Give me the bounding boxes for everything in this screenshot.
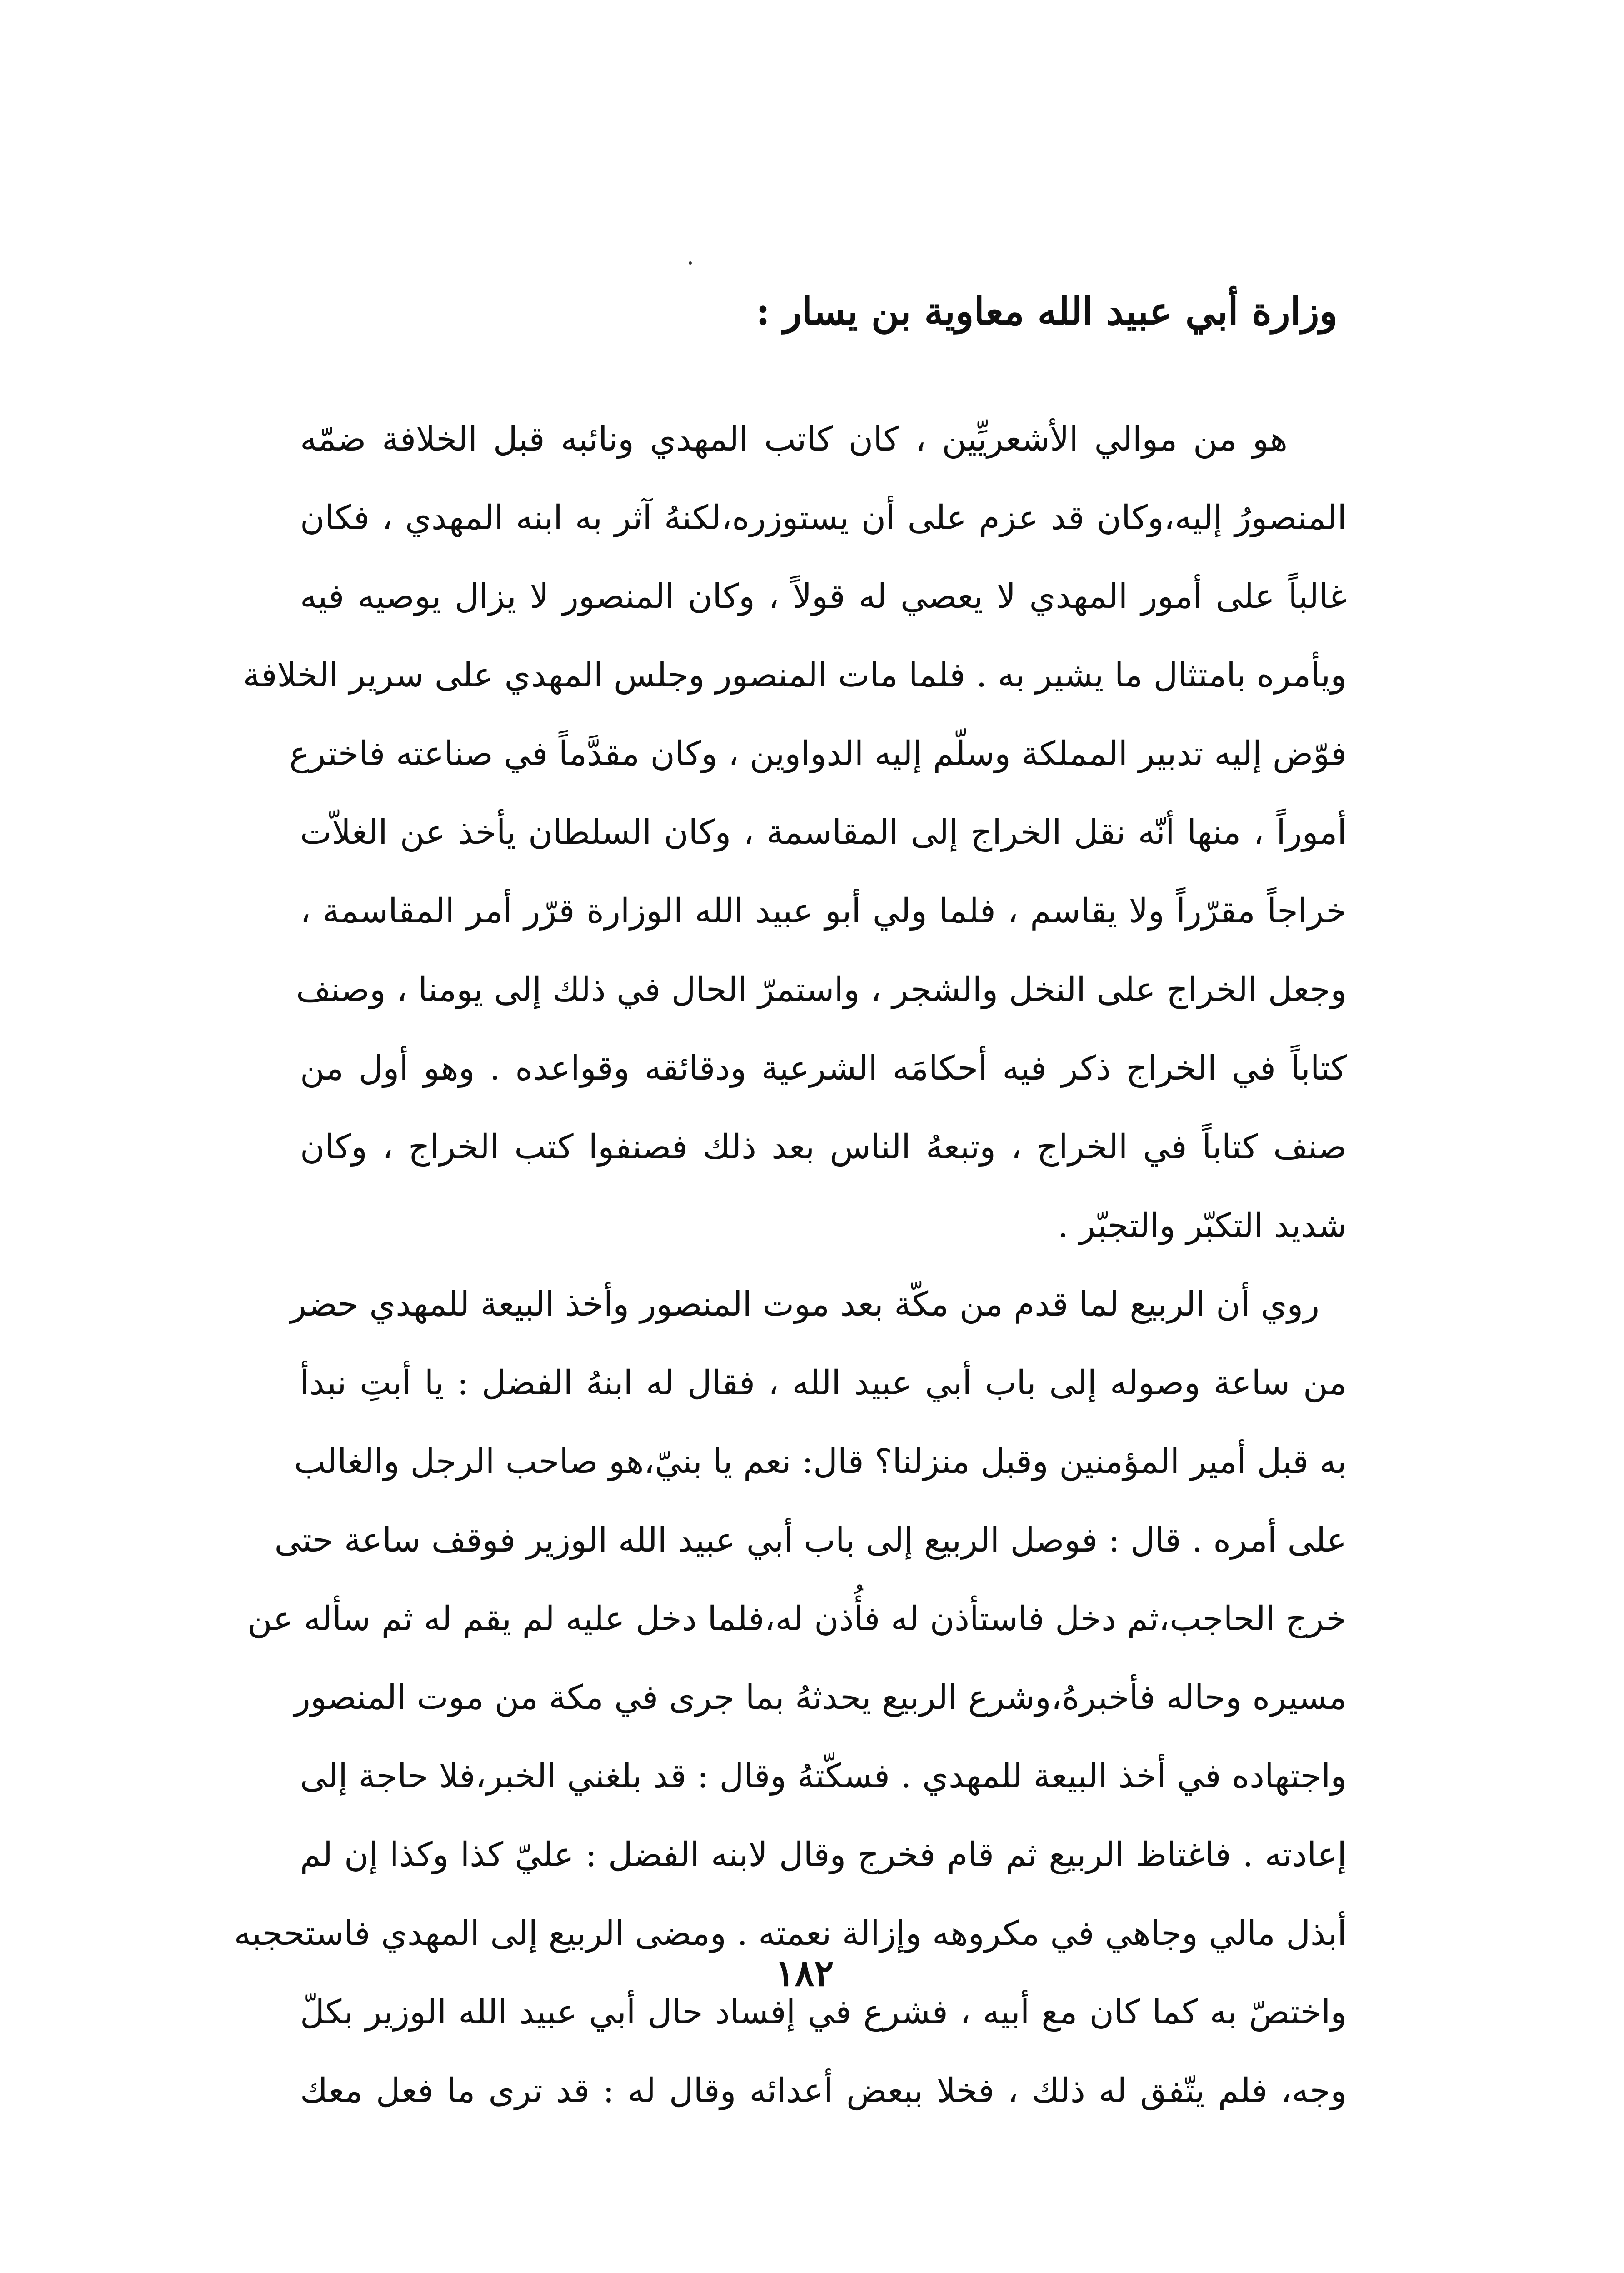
text-line: المنصورُ إليه،وكان قد عزم على أن يستوزره،لكنهُ آثر به ابنه المهدي ، فكان [300,498,1347,537]
scan-speck [689,261,692,265]
text-line: شديد التكبّر والتجبّر . [1058,1206,1347,1245]
text-line: من ساعة وصوله إلى باب أبي عبيد الله ، فقال له ابنهُ الفضل : يا أبتِ نبدأ [300,1363,1347,1402]
text-line: خرج الحاجب،ثم دخل فاستأذن له فأُذن له،فلما دخل عليه لم يقم له ثم سأله عن [247,1599,1347,1638]
text-line: فوّض إليه تدبير المملكة وسلّم إليه الدواوين ، وكان مقدَّماً في صناعته فاخترع [289,734,1347,773]
text-line: وجعل الخراج على النخل والشجر ، واستمرّ الحال في ذلك إلى يومنا ، وصنف [296,970,1347,1009]
text-line: روي أن الربيع لما قدم من مكّة بعد موت المنصور وأخذ البيعة للمهدي حضر [290,1285,1319,1324]
body-text [234,400,1347,2130]
text-line: خراجاً مقرّراً ولا يقاسم ، فلما ولي أبو عبيد الله الوزارة قرّر أمر المقاسمة ، [300,891,1347,931]
text-line: صنف كتاباً في الخراج ، وتبعهُ الناس بعد ذلك فصنفوا كتب الخراج ، وكان [300,1127,1347,1167]
text-line: كتاباً في الخراج ذكر فيه أحكامَه الشرعية ودقائقه وقواعده . وهو أول من [300,1049,1347,1088]
text-line: به قبل أمير المؤمنين وقبل منزلنا؟ قال: نعم يا بنيّ،هو صاحب الرجل والغالب [294,1442,1347,1481]
text-line: على أمره . قال : فوصل الربيع إلى باب أبي عبيد الله الوزير فوقف ساعة حتى [274,1521,1347,1560]
text-line: ويأمره بامتثال ما يشير به . فلما مات المنصور وجلس المهدي على سرير الخلافة [243,656,1347,695]
text-line: وجه، فلم يتّفق له ذلك ، فخلا ببعض أعدائه وقال له : قد ترى ما فعل معك [300,2071,1347,2110]
page-number: ١٨٢ [775,1952,834,1994]
text-line: إعادته . فاغتاظ الربيع ثم قام فخرج وقال لابنه الفضل : عليّ كذا وكذا إن لم [300,1835,1347,1874]
paragraph-1 [243,400,1347,1265]
text-line: أبذل مالي وجاهي في مكروهه وإزالة نعمته . ومضى الربيع إلى المهدي فاستحجبه [234,1914,1347,1953]
section-heading: وزارة أبي عبيد الله معاوية بن يسار : [755,289,1338,334]
text-line: واجتهاده في أخذ البيعة للمهدي . فسكّتهُ وقال : قد بلغني الخبر،فلا حاجة إلى [300,1757,1347,1796]
text-line: غالباً على أمور المهدي لا يعصي له قولاً ، وكان المنصور لا يزال يوصيه فيه [300,577,1347,616]
paragraph-2 [234,1265,1347,2130]
text-line: هو من موالي الأشعريِّين ، كان كاتب المهدي ونائبه قبل الخلافة ضمّه [300,420,1288,459]
text-line: واختصّ به كما كان مع أبيه ، فشرع في إفساد حال أبي عبيد الله الوزير بكلّ [300,1993,1347,2032]
text-line: مسيره وحاله فأخبرهُ،وشرع الربيع يحدثهُ بما جرى في مكة من موت المنصور [294,1678,1347,1717]
text-line: أموراً ، منها أنّه نقل الخراج إلى المقاسمة ، وكان السلطان يأخذ عن الغلاّت [300,813,1347,852]
